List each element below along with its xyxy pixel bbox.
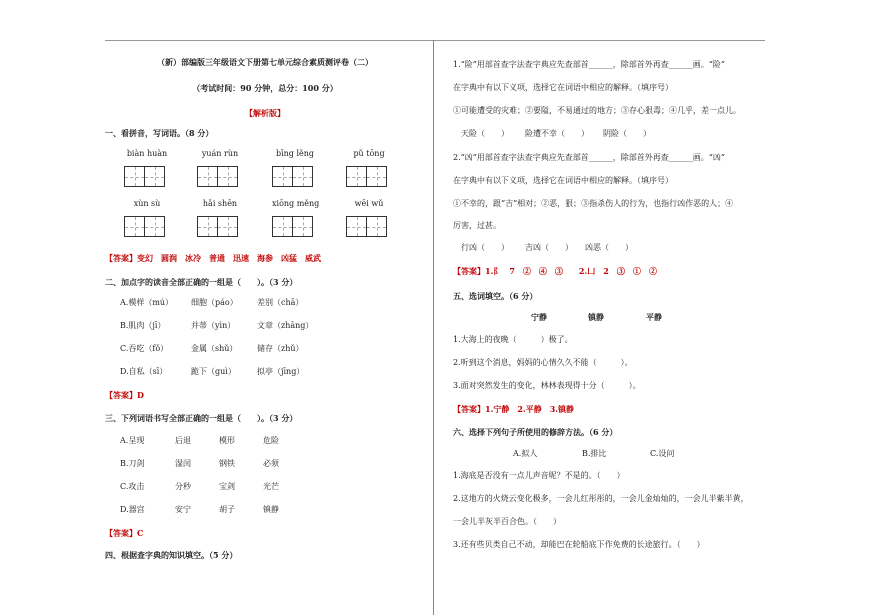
q4-2-line2: 在字典中有以下义项，选择它在词语中相应的解释。（填序号） <box>453 176 673 185</box>
section-5-heading: 五、选词填空。（6 分） <box>453 291 538 301</box>
option: 跪下（guì） <box>191 367 236 376</box>
pinyin: biàn huàn <box>126 149 168 158</box>
option: 储存（zhǔ） <box>257 344 304 353</box>
option: 拟亭（jīng） <box>257 367 305 376</box>
pinyin: xùn sù <box>133 199 161 208</box>
option: 差别（chā） <box>257 298 304 307</box>
writing-box[interactable] <box>346 166 387 187</box>
fill-item: 1.大海上的夜晚（ ）极了。 <box>453 335 573 344</box>
writing-box[interactable] <box>124 166 165 187</box>
option: 细胞（páo） <box>191 298 238 307</box>
answer-2: 【答案】D <box>105 390 144 400</box>
option: 安宁 <box>175 505 191 514</box>
rhetoric-option: C.设问 <box>650 449 675 458</box>
option: C.吞吃（fǒ） <box>120 344 169 353</box>
option: 分秒 <box>175 482 191 491</box>
writing-box[interactable] <box>272 166 313 187</box>
answer-1: 【答案】变幻 圆润 冰冷 普通 迅速 海参 凶猛 威武 <box>105 253 321 263</box>
option: 湿闰 <box>175 459 191 468</box>
word-blank: 天险（ ） <box>461 129 509 138</box>
sentence-item: 3.还有些贝类自己不动，却能巴在轮船底下作免费的长途旅行。（ ） <box>453 540 705 549</box>
option: A.呈现 <box>120 436 145 445</box>
sentence-item: 一会儿半灰半百合色。（ ） <box>453 517 561 526</box>
writing-box[interactable] <box>346 216 387 237</box>
word-choice: 镇静 <box>588 312 604 322</box>
option: 后退 <box>175 436 191 445</box>
word-choice: 平静 <box>646 312 662 322</box>
edition-label: 【解析版】 <box>245 108 285 118</box>
pinyin: wēi wǔ <box>354 199 384 208</box>
sentence-item: 1.海底是否没有一点儿声音呢？不是的。（ ） <box>453 471 625 480</box>
writing-box[interactable] <box>124 216 165 237</box>
section-6-heading: 六、选择下列句子所使用的修辞方法。（6 分） <box>453 427 618 437</box>
fill-item: 3.面对突然发生的变化，林林表现得十分（ ）。 <box>453 381 641 390</box>
option: 光芒 <box>263 482 279 491</box>
option: 金属（shǔ） <box>191 344 238 353</box>
word-blank: 行凶（ ） <box>461 243 509 252</box>
page-title: （新）部编版三年级语文下册第七单元综合素质测评卷（二） <box>157 57 373 67</box>
q4-1-line1: 1.“险”用部首查字法查字典应先查部首______，除部首外再查______画。“险” <box>453 60 725 69</box>
pinyin: pǔ tōng <box>353 149 385 158</box>
column-divider <box>433 40 434 615</box>
option: 危险 <box>263 436 279 445</box>
option: 钢铁 <box>219 459 235 468</box>
option: D.器宫 <box>120 505 145 514</box>
sentence-item: 2.这地方的火烧云变化极多，一会儿红彤彤的，一会儿金灿灿的，一会儿半紫半黄， <box>453 494 749 503</box>
pinyin: hǎi shēn <box>202 199 238 208</box>
answer-4: 【答案】1.阝 7 ② ④ ③ 2.凵 2 ③ ① ② <box>453 266 657 276</box>
option: 模形 <box>219 436 235 445</box>
option: D.自私（sī） <box>120 367 168 376</box>
option: 宝剑 <box>219 482 235 491</box>
writing-box[interactable] <box>272 216 313 237</box>
word-blank: 阴险（ ） <box>603 129 651 138</box>
section-3-heading: 三、下列词语书写全部正确的一组是（ ）。（3 分） <box>105 413 298 423</box>
answer-5: 【答案】1.宁静 2.平静 3.镇静 <box>453 404 575 414</box>
q4-2-line3: ①不幸的，跟“吉”相对；②恶，狠；③指杀伤人的行为，也指行凶作恶的人；④ <box>453 199 734 208</box>
pinyin: bīng lěng <box>275 149 315 158</box>
word-blank: 吉凶（ ） <box>525 243 573 252</box>
fill-item: 2.听到这个消息，妈妈的心情久久不能（ ）。 <box>453 358 633 367</box>
option: 并蒂（yìn） <box>191 321 236 330</box>
writing-box[interactable] <box>197 166 238 187</box>
option: B.肌肉（jī） <box>120 321 166 330</box>
writing-box[interactable] <box>197 216 238 237</box>
answer-3: 【答案】C <box>105 528 144 538</box>
section-4-heading: 四、根据查字典的知识填空。（5 分） <box>105 550 238 560</box>
word-blank: 凶恶（ ） <box>585 243 633 252</box>
section-2-heading: 二、加点字的读音全部正确的一组是（ ）。（3 分） <box>105 277 298 287</box>
option: 胡子 <box>219 505 235 514</box>
option: 镇静 <box>263 505 279 514</box>
word-blank: 险遭不幸（ ） <box>525 129 589 138</box>
option: B.刀剑 <box>120 459 145 468</box>
option: A.模样（mú） <box>120 298 174 307</box>
q4-2-line4: 厉害，过甚。 <box>453 221 501 230</box>
word-choice: 宁静 <box>531 312 547 322</box>
pinyin: yuán rùn <box>201 149 239 158</box>
top-rule <box>105 40 765 41</box>
q4-2-line1: 2.“凶”用部首查字法查字典应先查部首______，除部首外再查______画。“凶” <box>453 153 725 162</box>
option: C.攻击 <box>120 482 145 491</box>
rhetoric-option: B.排比 <box>582 449 607 458</box>
q4-1-line3: ①可能遭受的灾难；②要隘，不易通过的地方；③存心狠毒；④几乎，差一点儿。 <box>453 106 741 115</box>
option: 文章（zhāng） <box>257 321 314 330</box>
exam-info: （考试时间：90 分钟，总分：100 分） <box>192 83 338 93</box>
rhetoric-option: A.拟人 <box>513 449 538 458</box>
q4-1-line2: 在字典中有以下义项，选择它在词语中相应的解释。（填序号） <box>453 83 673 92</box>
section-1-heading: 一、看拼音，写词语。（8 分） <box>105 128 214 138</box>
option: 必须 <box>263 459 279 468</box>
pinyin: xiōng měng <box>272 199 320 208</box>
